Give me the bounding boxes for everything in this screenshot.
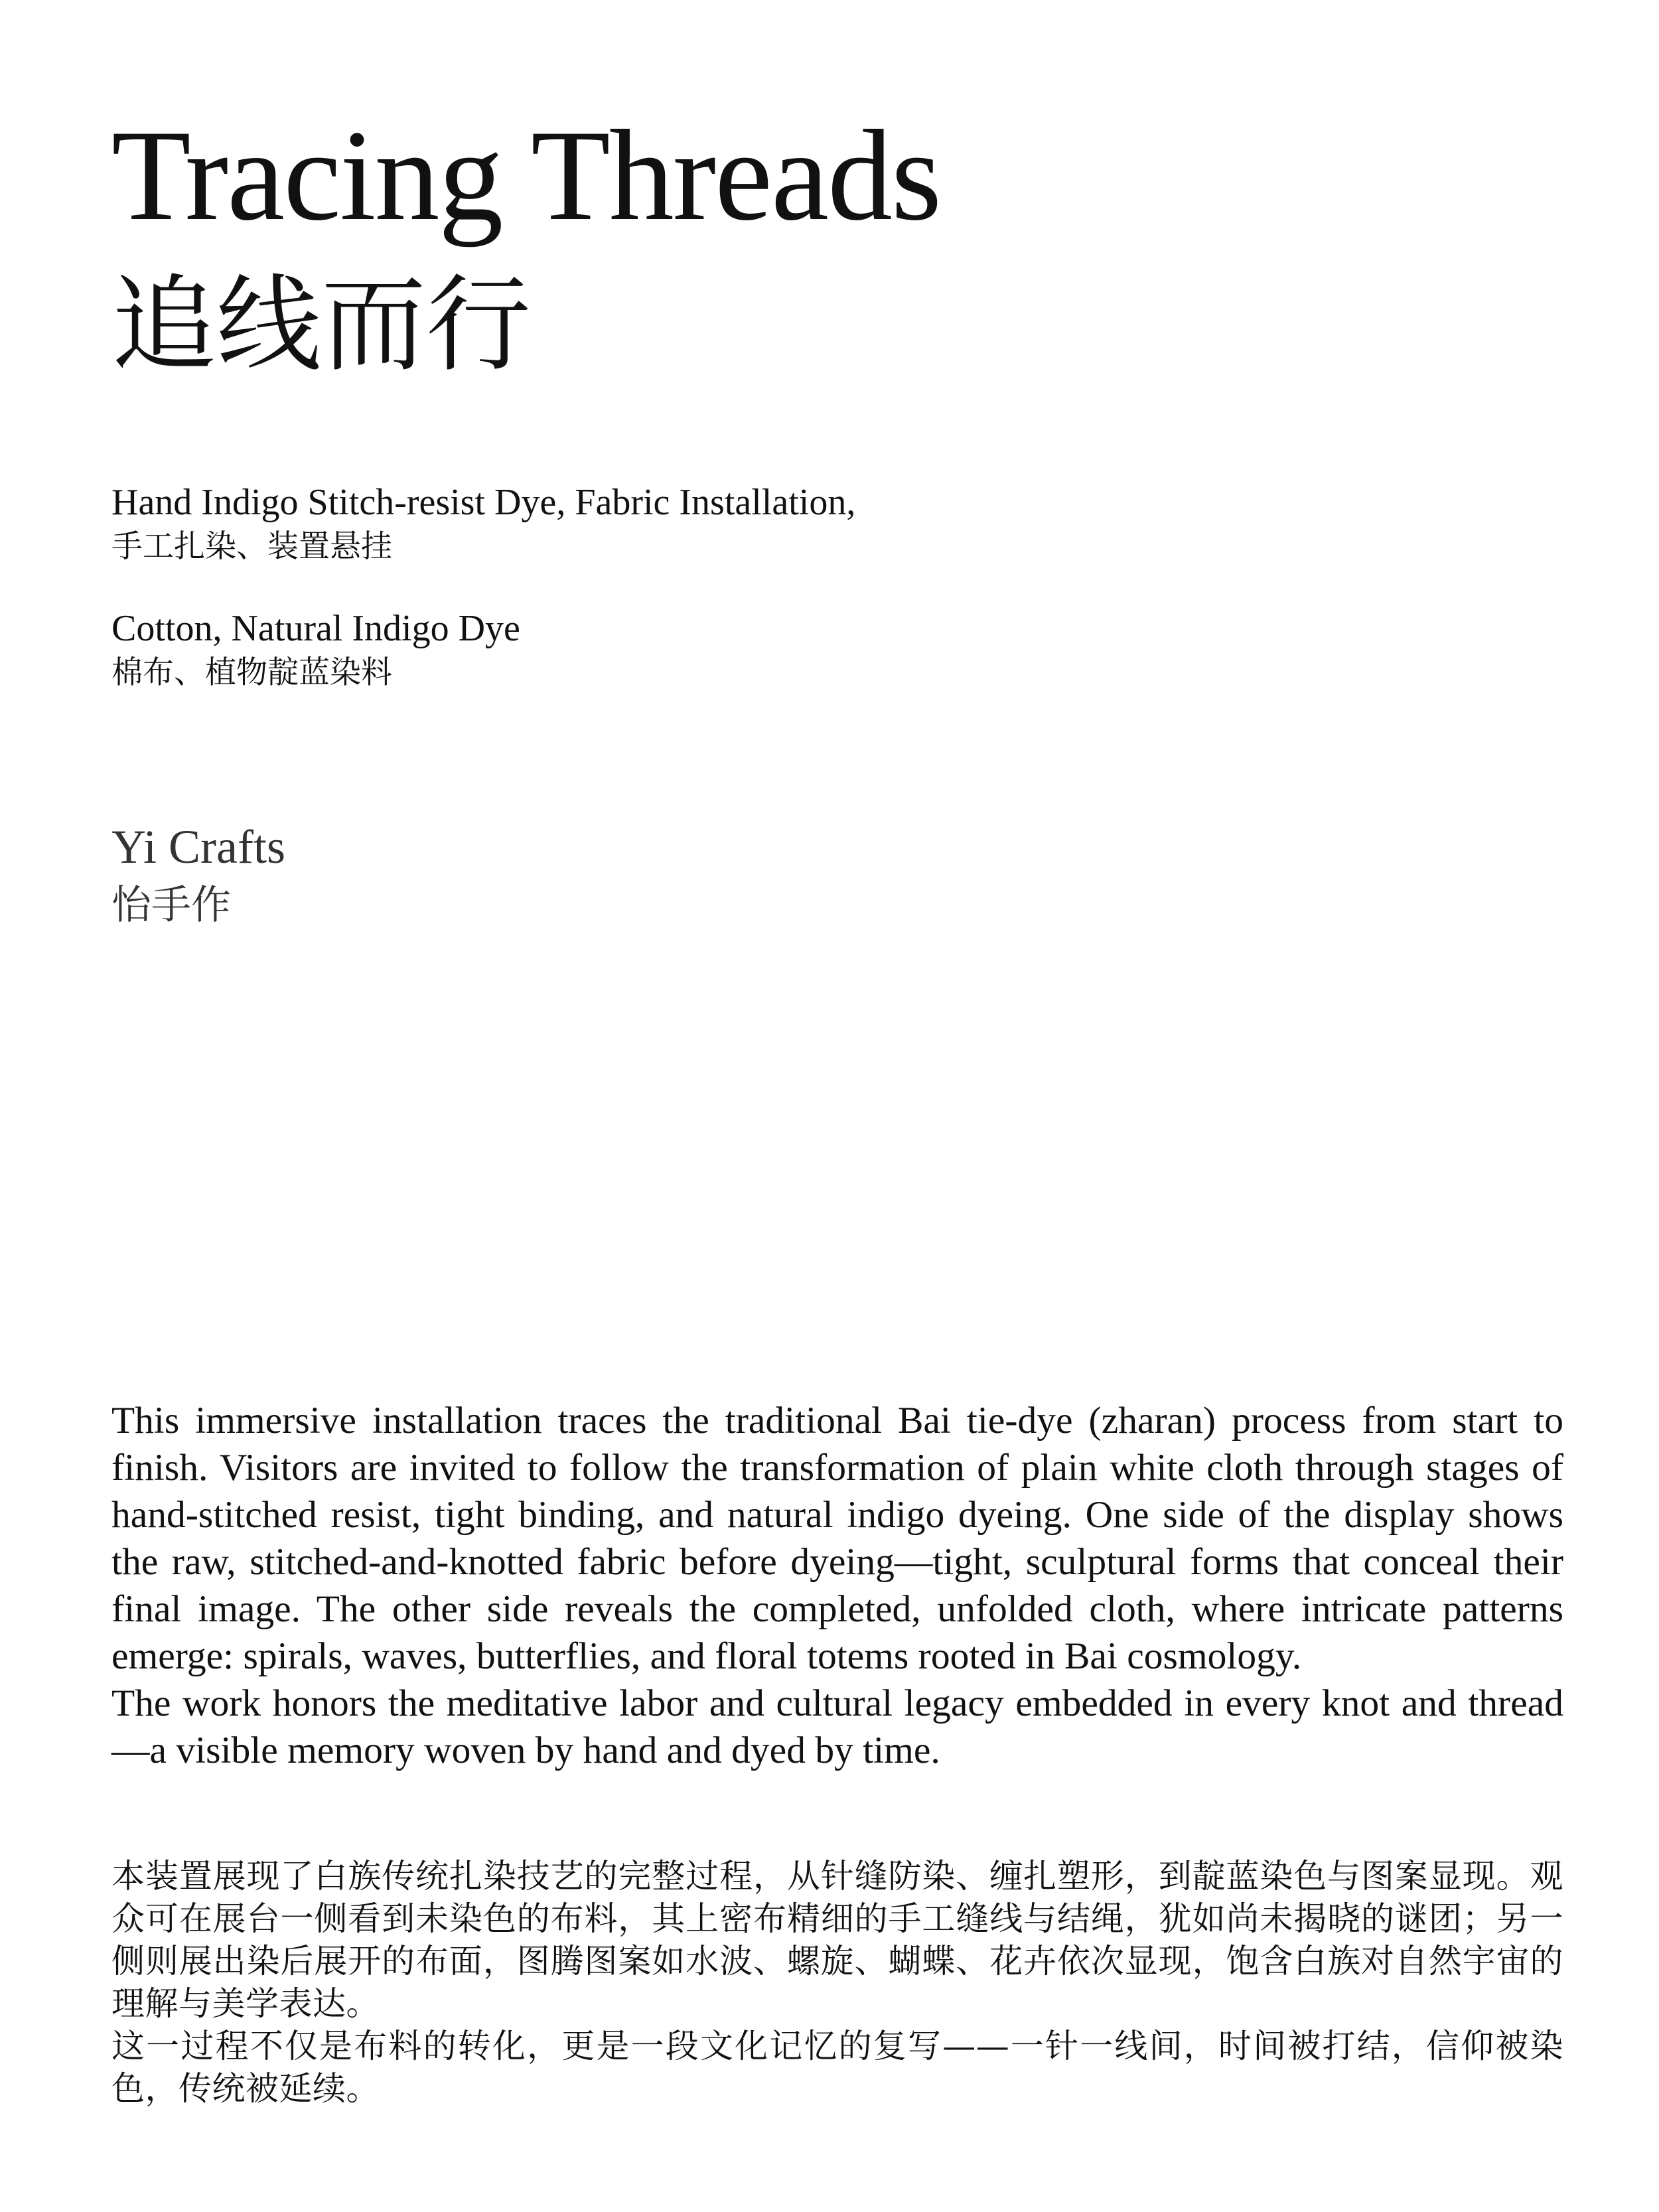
artist-block: [111, 816, 285, 933]
materials-block: [111, 605, 1563, 694]
materials-english: Cotton, Natural Indigo Dye: [111, 608, 520, 649]
technique-english: Hand Indigo Stitch-resist Dye, Fabric Installation,: [111, 482, 856, 523]
artist-chinese: 怡手作: [111, 882, 231, 928]
technique-chinese: 手工扎染、装置悬挂: [111, 528, 392, 565]
materials-chinese: 棉布、植物靛蓝染料: [111, 654, 392, 691]
artist-english: Yi Crafts: [111, 820, 285, 873]
exhibit-label: [111, 0, 1563, 2212]
title-english: Tracing Threads: [111, 104, 941, 248]
title-chinese: 追线而行: [111, 264, 531, 386]
technique-block: [111, 479, 1563, 568]
description-english-paragraph: This immersive installation traces the traditional Bai tie-dye (zharan) process from start to finish. Visitors are invited to follow the transformation of plain white cloth through stages of hand-stitched resist, tight binding, and natural indigo dyeing. One side of the display shows the raw, stitched-and-knotted fabric before dyeing—tight, sculptural forms that conceal their final image. The other side reveals the completed, unfolded cloth, where intricate patterns emerge: spirals, waves, butterflies, and floral totems rooted in Bai cosmology.: [111, 1400, 1563, 1677]
description-chinese: [111, 1855, 1563, 2110]
description-chinese-paragraph: 这一过程不仅是布料的转化，更是一段文化记忆的复写——一针一线间，时间被打结，信仰被染色，传统被延续。: [111, 2027, 1563, 2108]
description-chinese-paragraph: 本装置展现了白族传统扎染技艺的完整过程，从针缝防染、缠扎塑形，到靛蓝染色与图案显现。观众可在展台一侧看到未染色的布料，其上密布精细的手工缝线与结绳，犹如尚未揭晓的谜团；另一侧则展出染后展开的布面，图腾图案如水波、螺旋、蝴蝶、花卉依次显现，饱含白族对自然宇宙的理解与美学表达。: [111, 1857, 1563, 2023]
description-english: [111, 1397, 1563, 1774]
description-english-paragraph: The work honors the meditative labor and cultural legacy embedded in every knot and thread—a visible memory woven by hand and dyed by time.: [111, 1682, 1563, 1771]
